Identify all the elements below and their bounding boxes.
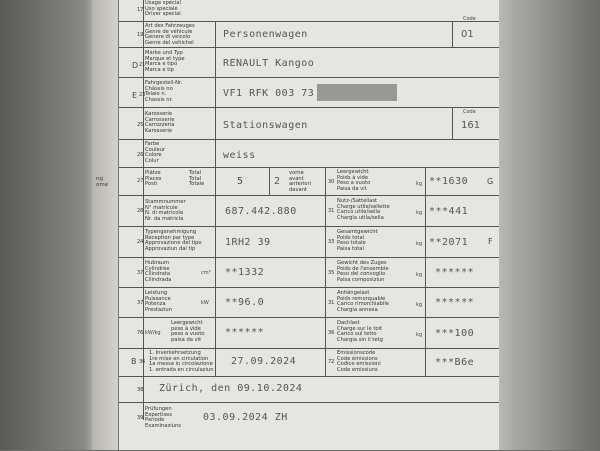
- value-divider: [215, 22, 216, 48]
- front-seats-label: vorne avant anteriori davant: [289, 170, 312, 193]
- unit-label: kW: [201, 300, 209, 306]
- color-value: weiss: [223, 150, 256, 161]
- value-divider: [425, 288, 426, 318]
- value-divider: [425, 168, 426, 196]
- chassis-label: Fahrgestell-Nr. Châssis no Telaio n. Chassis nr.: [145, 80, 183, 103]
- inspection-label: Prüfungen Expertises Periode Examinaziuns: [145, 406, 181, 429]
- trailer-load-label: Anhängelast Poids remorquable Carico rimorchiabile Chargia annexa: [337, 290, 389, 313]
- redacted-chassis-block: [317, 84, 397, 101]
- empty-weight-label: Leergewicht Poids à vide Peso a vuoto Paisa da vit: [337, 169, 371, 192]
- displacement-row: [119, 257, 499, 288]
- value-divider: [425, 318, 426, 349]
- roof-load-value: ***100: [435, 328, 475, 339]
- body-row: [119, 107, 499, 140]
- first-registration-value: 27.09.2024: [231, 356, 297, 367]
- place-date-row: [119, 376, 499, 403]
- vehicle-type-row: [119, 16, 499, 48]
- first-registration-row: [119, 348, 499, 377]
- field-number: 31: [328, 300, 335, 306]
- left-page-edge: [92, 0, 119, 450]
- value-divider: [215, 48, 216, 78]
- field-number: 24: [137, 239, 144, 245]
- make-label: Marke und Typ Marque et type Marca e tipo Marca e tip: [145, 50, 185, 73]
- chassis-row: [119, 77, 499, 108]
- field-number: 37: [137, 300, 144, 306]
- value-divider: [215, 318, 216, 349]
- value-divider: [269, 168, 270, 196]
- payload-value: ***441: [429, 206, 469, 217]
- displacement-value: **1332: [225, 267, 265, 278]
- unit-label: kg: [416, 241, 423, 247]
- train-weight-value: ******: [435, 267, 475, 278]
- seats-total-label: Total Total Totale: [189, 170, 205, 188]
- right-section-divider: [325, 288, 326, 318]
- displacement-label: Hubraum Cylindrée Cilindrata Cilindrada: [145, 260, 172, 283]
- seats-weight-row: [119, 167, 499, 196]
- value-divider: [425, 258, 426, 288]
- matricule-value: 687.442.880: [225, 206, 297, 217]
- field-number: 17: [137, 7, 144, 13]
- seats-label: Plätze Places Posti: [145, 170, 162, 188]
- power-ratio-row: [119, 317, 499, 349]
- power-ratio-value: ******: [225, 327, 265, 338]
- body-label: Karosserie Carrosserie Carrozzeria Karosserie: [145, 111, 175, 134]
- field-letter: B: [131, 357, 137, 366]
- value-divider: [215, 227, 216, 258]
- field-letter: D: [132, 61, 139, 70]
- value-divider: [215, 140, 216, 168]
- inspection-row: [119, 402, 499, 451]
- side-letter-g: G: [487, 177, 494, 186]
- value-divider: [215, 108, 216, 140]
- empty-weight-value: **1630: [429, 176, 469, 187]
- type-approval-value: 1RH2 39: [225, 237, 271, 248]
- make-value: RENAULT Kangoo: [223, 58, 315, 69]
- power-label: Leistung Puissance Potenza Prestaziun: [145, 290, 172, 313]
- code-label: Code: [463, 109, 476, 115]
- type-approval-row: [119, 226, 499, 258]
- field-number: 76: [137, 330, 144, 336]
- right-section-divider: [325, 318, 326, 349]
- field-number: 36: [139, 359, 146, 365]
- emission-value: ***B6e: [435, 357, 475, 368]
- value-divider: [425, 227, 426, 258]
- right-section-divider: [325, 168, 326, 196]
- unit-label: cm³: [201, 270, 211, 276]
- first-registration-label: 1. Inverkehrsetzung 1re mise en circulation 1a messa in circolazione 1. entrada en circulaziun: [149, 350, 214, 373]
- right-section-divider: [325, 196, 326, 227]
- field-number: 33: [328, 239, 335, 245]
- power-row: [119, 287, 499, 318]
- side-letter-f: F: [488, 237, 493, 246]
- right-section-divider: [325, 227, 326, 258]
- value-divider: [215, 288, 216, 318]
- right-section-divider: [325, 349, 326, 377]
- value-divider: [215, 349, 216, 377]
- special-use-label: Usage spécial Uso speciale Driver special: [145, 0, 181, 18]
- field-number: 36: [328, 330, 335, 336]
- value-divider: [215, 168, 216, 196]
- value-divider: [215, 196, 216, 227]
- code-label: Code: [463, 16, 476, 22]
- type-approval-label: Typengenehmigung Réception par type Approvazione del tipo Approvaziun dal tip: [145, 229, 202, 252]
- field-number: 27: [137, 178, 144, 184]
- field-number: 23: [139, 92, 146, 98]
- field-letter: E: [132, 91, 138, 100]
- matricule-payload-row: [119, 195, 499, 227]
- field-number: 25: [137, 122, 144, 128]
- vehicle-type-label: Art des Fahrzeuges Genre de véhicule Genere di veicolo Genre del vehichel: [145, 23, 195, 46]
- vehicle-type-code-box: [452, 16, 500, 48]
- unit-label: kg: [416, 272, 423, 278]
- body-code: 161: [461, 120, 481, 131]
- power-value: **96.0: [225, 297, 265, 308]
- make-row: [119, 47, 499, 78]
- value-divider: [425, 349, 426, 377]
- unit-label: kg: [416, 181, 423, 187]
- place-date-value: Zürich, den 09.10.2024: [159, 383, 303, 394]
- value-divider: [215, 78, 216, 108]
- field-number: 38: [137, 387, 144, 393]
- field-number: 37: [137, 270, 144, 276]
- field-number: 19: [137, 32, 144, 38]
- field-number: 31: [328, 208, 335, 214]
- total-weight-label: Gesamtgewicht Poids total Peso totale Paisa total: [337, 229, 378, 252]
- matricule-label: Stammnummer N° matricule N. di matricola Nr. da matricla: [145, 199, 186, 222]
- field-number: 26: [137, 152, 144, 158]
- unit-label: kg: [416, 332, 423, 338]
- right-section-divider: [325, 258, 326, 288]
- roof-load-label: Dachlast Charge sur le toit Carico sul tetto Chargia sin il tetg: [337, 320, 383, 343]
- color-label: Farbe Couleur Colore Colur: [145, 141, 166, 164]
- body-code-box: [452, 108, 500, 140]
- body-value: Stationswagen: [223, 120, 308, 131]
- vehicle-registration-document: [118, 0, 499, 450]
- field-number: 30: [328, 179, 335, 185]
- field-number: 39: [137, 415, 144, 421]
- trailer-load-value: ******: [435, 297, 475, 308]
- emission-label: Emissionscode Code émissions Codice emissioni Code emissiuns: [337, 350, 381, 373]
- color-row: [119, 139, 499, 168]
- front-seats-value: 2: [274, 176, 281, 187]
- field-number: 21: [139, 62, 146, 68]
- unit-label: kg: [416, 210, 423, 216]
- left-margin-text: ng ome: [96, 176, 109, 188]
- field-number: 28: [137, 208, 144, 214]
- train-weight-label: Gewicht des Zuges Poids de l'ensemble Peso del convoglio Paisa composiziun: [337, 260, 389, 283]
- total-weight-value: **2071: [429, 237, 469, 248]
- vehicle-type-code: 01: [461, 29, 474, 40]
- seats-value: 5: [237, 176, 244, 187]
- payload-label: Nutz-/Sattellast Charge utile/sellette Carico utile/sella Chargia utila/sella: [337, 198, 390, 221]
- chassis-value: VF1 RFK 003 73: [223, 88, 315, 99]
- unit-label: kg: [416, 302, 423, 308]
- inspection-value: 03.09.2024 ZH: [203, 412, 288, 423]
- unit-label: kW/kg: [145, 330, 161, 336]
- vehicle-type-value: Personenwagen: [223, 29, 308, 40]
- power-ratio-label: Leergewicht peso à vide peso a vuoto paisa da vit: [171, 320, 205, 343]
- value-divider: [215, 258, 216, 288]
- field-number: 35: [328, 270, 335, 276]
- value-divider: [425, 196, 426, 227]
- field-number: 72: [328, 359, 335, 365]
